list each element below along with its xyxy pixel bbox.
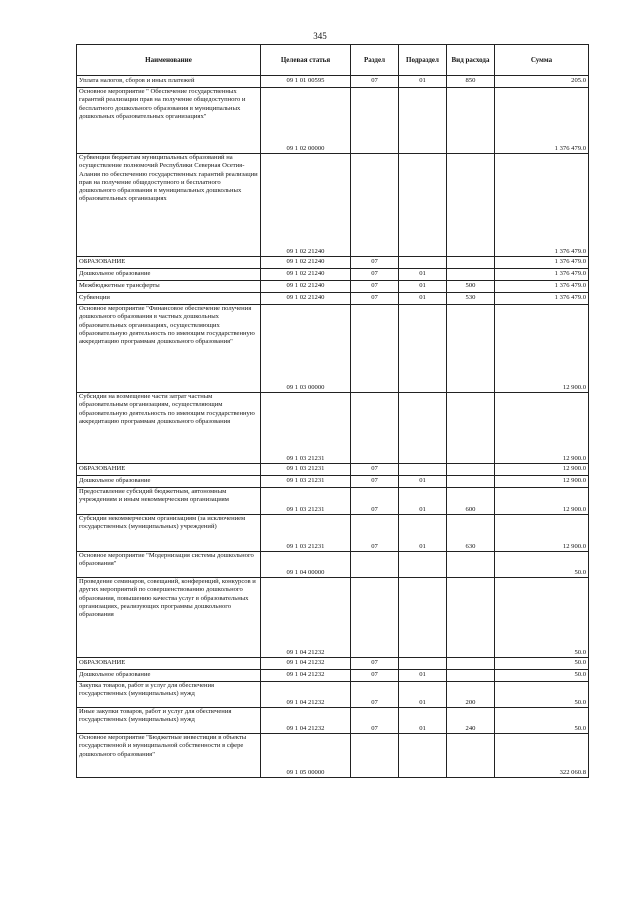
cell-name: ОБРАЗОВАНИЕ [77, 257, 261, 269]
cell-expense-type [447, 269, 495, 281]
table-row [77, 515, 589, 552]
cell-subsection: 01 [399, 76, 447, 88]
table-row [77, 682, 589, 708]
cell-name: ОБРАЗОВАНИЕ [77, 658, 261, 670]
cell-section: 07 [351, 293, 399, 305]
cell-target: 09 1 03 21231 [261, 515, 351, 552]
table-row [77, 578, 589, 658]
cell-sum: 12 900.0 [495, 488, 589, 515]
header-target: Целевая статья [261, 45, 351, 76]
cell-sum: 50.0 [495, 552, 589, 578]
cell-name: Закупка товаров, работ и услуг для обеспечения государственных (муниципальных) нужд [77, 682, 261, 708]
cell-target: 09 1 04 00000 [261, 552, 351, 578]
cell-subsection [399, 305, 447, 393]
cell-subsection: 01 [399, 670, 447, 682]
cell-target: 09 1 02 21240 [261, 257, 351, 269]
cell-section: 07 [351, 708, 399, 734]
table-row [77, 76, 589, 88]
cell-name: Дошкольное образование [77, 670, 261, 682]
cell-subsection [399, 154, 447, 257]
cell-target: 09 1 03 21231 [261, 393, 351, 464]
cell-expense-type: 600 [447, 488, 495, 515]
cell-section [351, 88, 399, 154]
cell-expense-type: 630 [447, 515, 495, 552]
cell-section [351, 552, 399, 578]
cell-target: 09 1 01 00595 [261, 76, 351, 88]
cell-section: 07 [351, 269, 399, 281]
cell-sum: 1 376 479.0 [495, 269, 589, 281]
table-row [77, 305, 589, 393]
cell-sum: 50.0 [495, 658, 589, 670]
cell-expense-type [447, 734, 495, 778]
header-expense-type: Вид расхода [447, 45, 495, 76]
cell-subsection: 01 [399, 515, 447, 552]
cell-sum: 1 376 479.0 [495, 281, 589, 293]
header-sum: Сумма [495, 45, 589, 76]
cell-expense-type: 530 [447, 293, 495, 305]
cell-sum: 1 376 479.0 [495, 88, 589, 154]
cell-section: 07 [351, 464, 399, 476]
cell-target: 09 1 02 21240 [261, 269, 351, 281]
cell-sum: 50.0 [495, 682, 589, 708]
cell-subsection [399, 658, 447, 670]
page-number: 345 [313, 31, 327, 41]
cell-name: Уплата налогов, сборов и иных платежей [77, 76, 261, 88]
cell-section [351, 154, 399, 257]
cell-target: 09 1 02 00000 [261, 88, 351, 154]
header-subsection: Подраздел [399, 45, 447, 76]
table-row [77, 734, 589, 778]
cell-expense-type [447, 305, 495, 393]
table-row [77, 154, 589, 257]
table-row [77, 393, 589, 464]
table-row [77, 708, 589, 734]
cell-subsection: 01 [399, 476, 447, 488]
cell-subsection: 01 [399, 281, 447, 293]
cell-name: Предоставление субсидий бюджетным, автономным учреждениям и иным некоммерческим организациям [77, 488, 261, 515]
cell-name: Проведение семинаров, совещаний, конференций, конкурсов и других мероприятий по совершенствованию дошкольного образования, повышению качества услуг в образовательных организациях, реализующих программы дошкольного образования [77, 578, 261, 658]
cell-expense-type [447, 670, 495, 682]
cell-sum: 1 376 479.0 [495, 293, 589, 305]
cell-sum: 50.0 [495, 578, 589, 658]
cell-target: 09 1 02 21240 [261, 154, 351, 257]
cell-sum: 12 900.0 [495, 515, 589, 552]
cell-expense-type [447, 476, 495, 488]
cell-section [351, 305, 399, 393]
cell-section: 07 [351, 476, 399, 488]
cell-sum: 322 060.8 [495, 734, 589, 778]
table-row [77, 464, 589, 476]
table-row [77, 488, 589, 515]
cell-section: 07 [351, 515, 399, 552]
cell-sum: 1 376 479.0 [495, 154, 589, 257]
cell-name: Основное мероприятие "Финансовое обеспечение получения дошкольного образования в частных дошкольных образовательных организациях, осуществляющих образовательную деятельность по имеющим государственную аккредитацию программам дошкольного образования" [77, 305, 261, 393]
cell-target: 09 1 04 21232 [261, 682, 351, 708]
table-row [77, 281, 589, 293]
cell-name: Субсидии на возмещение части затрат частным образовательным организациям, осуществляющим образовательную деятельность по имеющим государственную аккредитацию программам дошкольного образования [77, 393, 261, 464]
table-row [77, 269, 589, 281]
cell-name: Субвенции бюджетам муниципальных образований на осуществление полномочий Республики Северная Осетия-Алания по обеспечению государственных гарантий реализации прав на получение общедоступного и бесплатного дошкольного образования в муниципальных дошкольных образовательных организациях [77, 154, 261, 257]
cell-section: 07 [351, 257, 399, 269]
cell-subsection [399, 464, 447, 476]
table-header-row [77, 45, 589, 76]
cell-sum: 12 900.0 [495, 393, 589, 464]
cell-sum: 12 900.0 [495, 476, 589, 488]
table-row [77, 670, 589, 682]
cell-expense-type: 240 [447, 708, 495, 734]
cell-sum: 12 900.0 [495, 464, 589, 476]
cell-section: 07 [351, 658, 399, 670]
cell-section [351, 578, 399, 658]
cell-expense-type [447, 393, 495, 464]
table-row [77, 552, 589, 578]
cell-section: 07 [351, 76, 399, 88]
cell-target: 09 1 03 21231 [261, 476, 351, 488]
cell-expense-type [447, 464, 495, 476]
cell-sum: 1 376 479.0 [495, 257, 589, 269]
cell-section: 07 [351, 670, 399, 682]
cell-expense-type [447, 658, 495, 670]
cell-target: 09 1 03 00000 [261, 305, 351, 393]
cell-subsection: 01 [399, 708, 447, 734]
cell-name: ОБРАЗОВАНИЕ [77, 464, 261, 476]
cell-section: 07 [351, 281, 399, 293]
cell-subsection [399, 257, 447, 269]
cell-name: Субвенции [77, 293, 261, 305]
table-body [77, 76, 589, 778]
table-row [77, 476, 589, 488]
table-row [77, 88, 589, 154]
cell-expense-type [447, 154, 495, 257]
cell-subsection [399, 578, 447, 658]
table-row [77, 293, 589, 305]
cell-target: 09 1 04 21232 [261, 658, 351, 670]
cell-expense-type [447, 257, 495, 269]
cell-name: Дошкольное образование [77, 269, 261, 281]
cell-expense-type [447, 88, 495, 154]
cell-expense-type: 850 [447, 76, 495, 88]
cell-section: 07 [351, 488, 399, 515]
cell-name: Основное мероприятие " Обеспечение государственных гарантий реализации прав на получение общедоступного и бесплатного дошкольного образования в муниципальных дошкольных образовательных организациях" [77, 88, 261, 154]
cell-name: Межбюджетные трансферты [77, 281, 261, 293]
cell-subsection: 01 [399, 293, 447, 305]
cell-expense-type: 500 [447, 281, 495, 293]
cell-subsection: 01 [399, 269, 447, 281]
budget-table [76, 44, 589, 778]
header-section: Раздел [351, 45, 399, 76]
cell-sum: 12 900.0 [495, 305, 589, 393]
cell-name: Основное мероприятие "Бюджетные инвестиции в объекты государственной и муниципальной собственности в сфере дошкольного образования" [77, 734, 261, 778]
cell-expense-type: 200 [447, 682, 495, 708]
cell-target: 09 1 04 21232 [261, 708, 351, 734]
cell-name: Дошкольное образование [77, 476, 261, 488]
cell-subsection [399, 734, 447, 778]
cell-name: Субсидии некоммерческим организациям (за исключением государственных (муниципальных) учреждений) [77, 515, 261, 552]
cell-target: 09 1 02 21240 [261, 281, 351, 293]
table-row [77, 257, 589, 269]
cell-sum: 205.0 [495, 76, 589, 88]
cell-section [351, 734, 399, 778]
cell-subsection [399, 393, 447, 464]
cell-target: 09 1 02 21240 [261, 293, 351, 305]
cell-target: 09 1 04 21232 [261, 670, 351, 682]
cell-target: 09 1 03 21231 [261, 488, 351, 515]
cell-name: Иные закупки товаров, работ и услуг для обеспечения государственных (муниципальных) нужд [77, 708, 261, 734]
table-row [77, 658, 589, 670]
cell-subsection [399, 552, 447, 578]
cell-name: Основное мероприятие "Модернизация системы дошкольного образования" [77, 552, 261, 578]
cell-expense-type [447, 552, 495, 578]
cell-sum: 50.0 [495, 708, 589, 734]
cell-target: 09 1 03 21231 [261, 464, 351, 476]
cell-subsection: 01 [399, 682, 447, 708]
cell-target: 09 1 04 21232 [261, 578, 351, 658]
cell-subsection [399, 88, 447, 154]
cell-expense-type [447, 578, 495, 658]
cell-section: 07 [351, 682, 399, 708]
cell-sum: 50.0 [495, 670, 589, 682]
header-name: Наименование [77, 45, 261, 76]
cell-target: 09 1 05 00000 [261, 734, 351, 778]
cell-section [351, 393, 399, 464]
cell-subsection: 01 [399, 488, 447, 515]
